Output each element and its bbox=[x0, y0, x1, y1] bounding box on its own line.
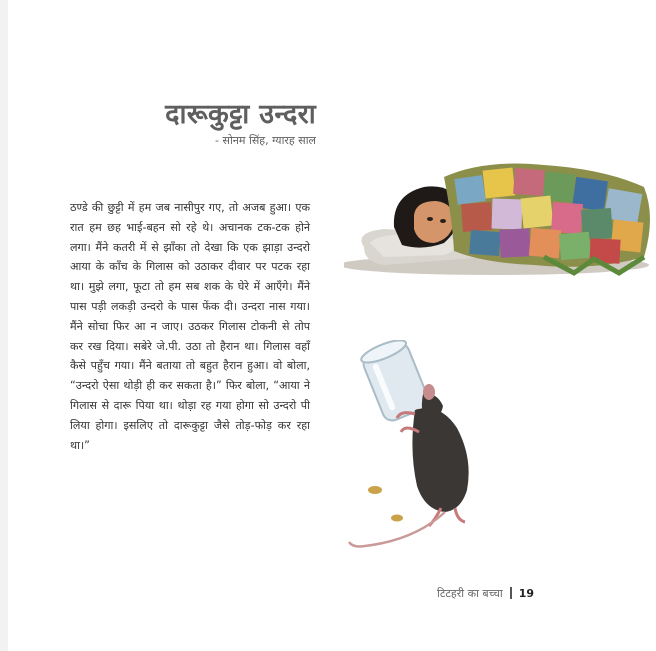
author-byline: - सोनम सिंह, ग्यारह साल bbox=[215, 134, 316, 147]
book-title: टिटहरी का बच्चा bbox=[437, 587, 503, 600]
story-title: दारूकुट्टा उन्दरा bbox=[165, 99, 316, 130]
story-text bbox=[70, 198, 310, 455]
story-paragraph: ठण्डे की छुट्टी में हम जब नासीपुर गए, तो अजब हुआ। एक रात हम छह भाई-बहन सो रहे थे। अचानक टक-टक होने लगा। मैंने कतरी में से झाँका तो देखा कि एक झाड़ा उन्दरो आया के काँच के गिलास को उठाकर दीवार पर पटक रहा था। मुझे लगा, फूटा तो हम सब शक के घेरे में आएँगे। मैंने पास पड़ी लकड़ी उन्दरो के पास फेंक दी। उन्दरा नास गया। मैंने सोचा फिर आ न जाए। उठकर गिलास टोकनी से तोप कर रख दिया। सबेरे जे.पी. उठा तो हैरान था। गिलास वहाँ कैसे पहुँच गया। मैंने बताया तो बहुत हैरान हुआ। वो बोला, “उन्दरो ऐसा थोड़ी ही कर सकता है।” फिर बोला, “आया ने गिलास से दारू पिया था। थोड़ा रह गया होगा सो उन्दरो पी लिया होगा। इसलिए तो दारूकुट्टा जैसे तोड़-फोड़ कर रहा था।” bbox=[70, 201, 310, 452]
rat-with-glass-illustration bbox=[345, 340, 495, 556]
page-footer bbox=[437, 586, 534, 601]
girl-under-quilt-illustration bbox=[344, 147, 656, 279]
page-number: 19 bbox=[518, 587, 534, 600]
footer-separator bbox=[510, 587, 512, 599]
page-edge bbox=[0, 0, 8, 651]
